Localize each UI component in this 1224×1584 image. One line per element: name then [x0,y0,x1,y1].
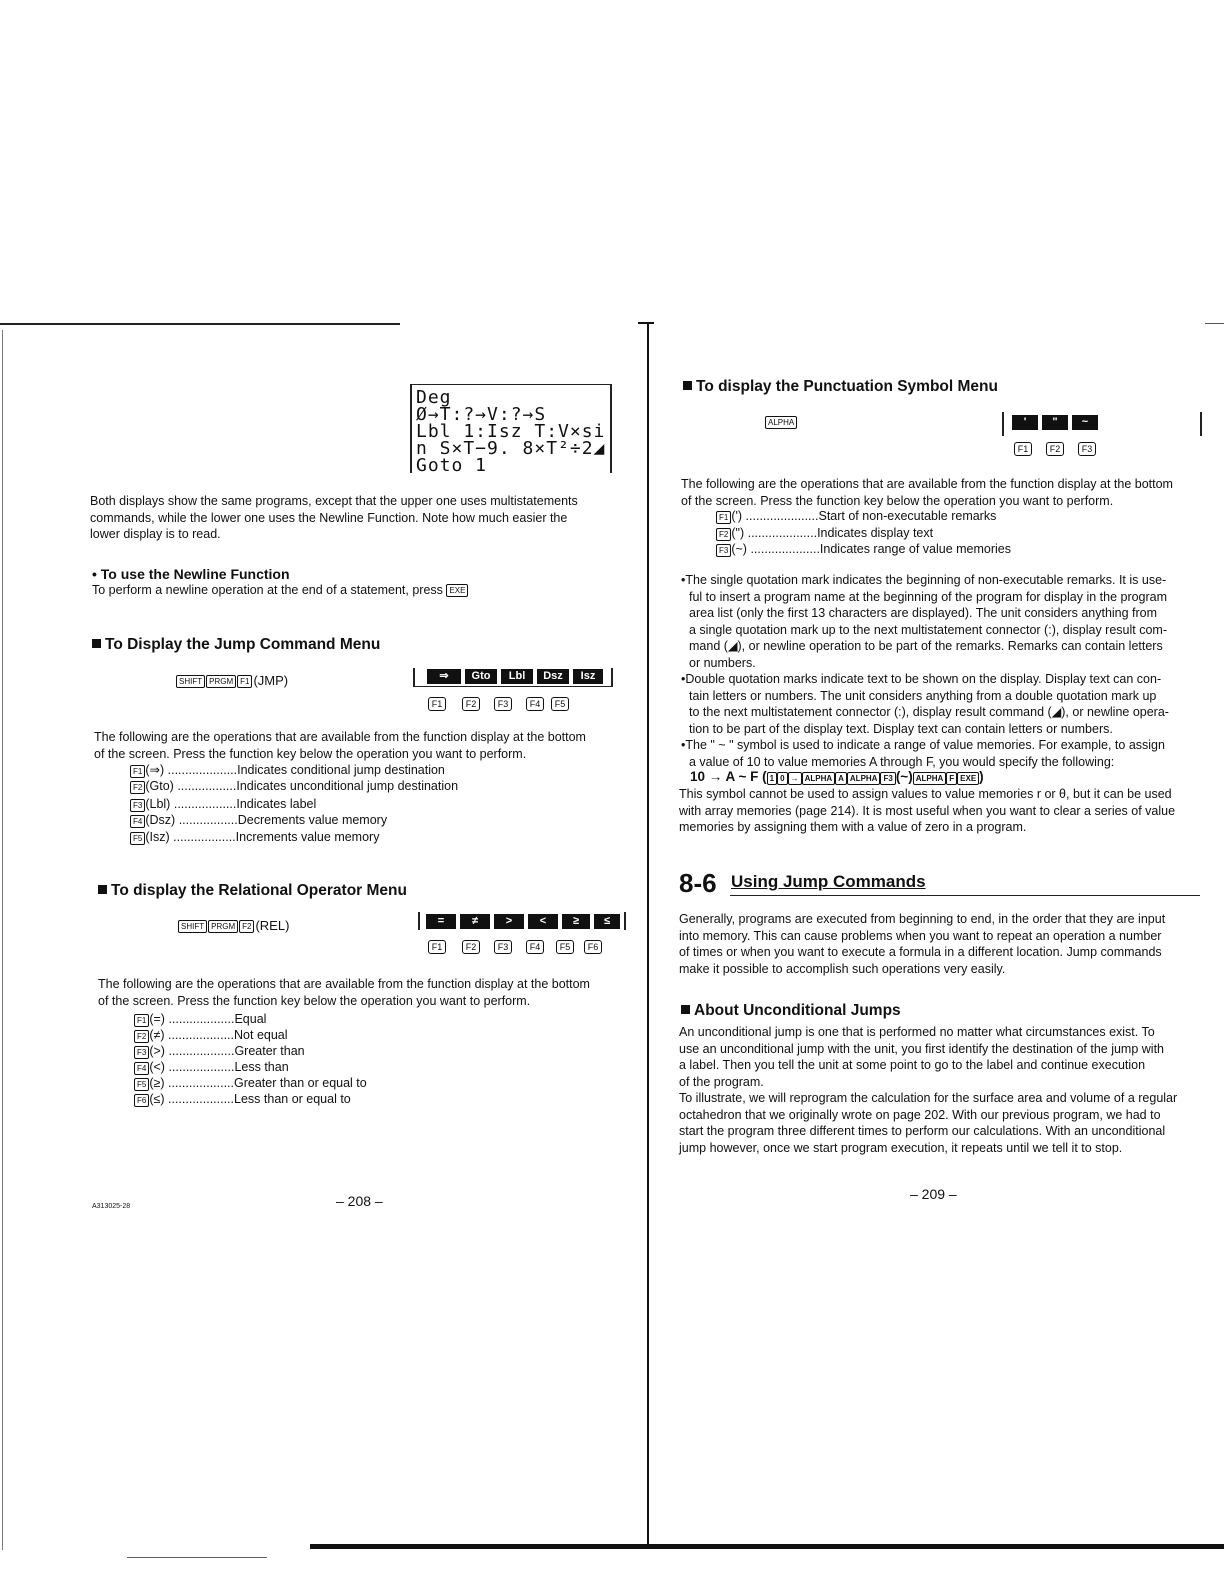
shift-key-icon: SHIFT [178,920,207,933]
rel-menu-less: < [528,914,558,929]
jump-label: (JMP) [253,673,289,688]
jump-item [130,812,387,828]
punct-desc-line: of the screen. Press the function key below the operation you want to perform. [681,493,1114,508]
jump-item [130,762,445,778]
prgm-key-icon: PRGM [208,920,238,933]
bullet-square-icon [92,639,101,648]
section-title: Using Jump Commands [731,872,926,891]
relational-menu-heading [98,882,407,900]
rel-item [134,1011,266,1027]
punct-bullet-double [681,671,1169,737]
item-text: Less than or equal to [234,1092,351,1106]
rel-menu-not-equal: ≠ [460,914,490,929]
bottom-rule [310,1544,1224,1549]
f6-key-icon: F6 [134,1094,149,1107]
intro-line: into memory. This can cause problems when you want to repeat an operation a number [679,928,1162,943]
book-spine [647,322,649,1548]
newline-text [92,582,469,599]
bullet-line: tion to be part of the display text. Display text can contain letters or numbers. [689,721,1113,736]
bullet-line: •Double quotation marks indicate text to be shown on the display. Display text can con- [681,672,1162,686]
bullet-line: area list (only the first 13 characters are displayed). The unit considers anything from [689,606,1158,620]
jump-item [130,796,316,812]
body-line: To illustrate, we will reprogram the calculation for the surface area and volume of a regular [679,1091,1178,1105]
item-text: Less than [234,1060,289,1074]
item-text: Indicates conditional jump destination [237,763,445,777]
exe-key-icon: EXE [957,772,979,785]
f1-key-icon: F1 [237,675,252,688]
top-rule-left [0,323,400,325]
body-line: use an unconditional jump with the unit, you first identify the destination of the jump with [679,1041,1165,1056]
rel-desc-line: of the screen. Press the function key below the operation you want to perform. [98,993,531,1008]
one-key-icon: 1 [767,772,777,785]
item-text: Indicates label [236,797,317,811]
rel-item [134,1059,289,1075]
rel-heading-text: To display the Relational Operator Menu [111,882,407,899]
punct-item [716,541,1011,557]
f3-key-icon: F3 [134,1046,149,1059]
rel-fkey-f4: F4 [526,940,544,954]
rel-item [134,1075,367,1091]
alpha-key-icon: ALPHA [765,416,797,429]
rel-label: (REL) [255,918,290,933]
punctuation-menu-heading [683,378,998,396]
uncond-heading-text: About Unconditional Jumps [694,1002,901,1019]
rel-menu-equal: = [426,914,456,929]
leader-dots: .................. [173,797,237,811]
item-text: Not equal [234,1028,288,1042]
punct-item [716,508,996,524]
newline-text-body: To perform a newline operation at the end of a statement, press [92,583,443,597]
bullet-line: mand (◢), or newline operation to be part of the remarks. Remarks can contain letters [689,639,1163,653]
item-symbol: (=) [149,1012,165,1026]
jump-heading-text: To Display the Jump Command Menu [105,636,381,653]
f2-key-icon: F2 [239,920,254,933]
f-key-icon: F [946,772,957,785]
punct-fkey-f1: F1 [1014,442,1032,456]
rel-fkey-f2: F2 [462,940,480,954]
punct-fkey-f2: F2 [1046,442,1064,456]
item-text: Greater than or equal to [234,1076,367,1090]
f3-key-icon: F3 [130,799,145,812]
exe-key-icon: EXE [446,584,468,597]
jump-key-sequence [176,673,288,688]
unconditional-jumps-body [679,1024,1177,1156]
punct-description [681,476,1173,509]
jump-item [130,778,458,794]
f3-key-icon: F3 [716,544,731,557]
example-prefix: 10 → A ~ F ( [690,769,767,784]
leader-dots: ................... [168,1092,235,1106]
jump-menu-isz: Isz [573,669,603,684]
leader-dots: ................. [177,779,237,793]
prgm-key-icon: PRGM [206,675,236,688]
rel-item [134,1043,305,1059]
unconditional-jumps-heading [681,1002,901,1020]
bullet-line: tain letters or numbers. The unit considers anything from a double quotation mark up [689,688,1157,703]
punct-bullet-tilde [681,737,1165,770]
item-symbol: (⇒) [145,763,165,777]
rel-description [98,976,590,1009]
a-key-icon: A [835,772,847,785]
leader-dots: ................... [168,1060,235,1074]
f5-key-icon: F5 [134,1078,149,1091]
body-line: of the program. [679,1074,764,1089]
bullet-square-icon [683,381,692,390]
item-text: Indicates display text [817,526,934,540]
bullet-line: or numbers. [689,655,756,670]
punct-desc-line: The following are the operations that are available from the function display at the bottom [681,477,1173,491]
item-symbol: (') [731,509,743,523]
page-number-left: – 208 – [336,1193,383,1209]
jump-fkey-f1: F1 [428,697,446,711]
rel-fkey-f3: F3 [494,940,512,954]
rel-menu-greater: > [494,914,524,929]
rel-key-sequence [178,918,289,933]
item-symbol: (Isz) [145,830,170,844]
punct-menu-single-quote: ' [1012,415,1038,430]
punct-menu-tilde: ~ [1072,415,1098,430]
tilde-example [690,769,984,785]
display-line-3: Lbl 1:Isz T:V×si [416,421,606,442]
display-line-5: Goto 1 [416,455,488,476]
item-symbol: (≠) [149,1028,165,1042]
punct-fkey-f3: F3 [1078,442,1096,456]
f4-key-icon: F4 [134,1062,149,1075]
rel-fkey-f1: F1 [428,940,446,954]
alpha-key-icon: ALPHA [847,772,881,785]
bullet-square-icon [681,1005,690,1014]
bullet-line: a single quotation mark up to the next multistatement connector (:), display result com- [689,622,1168,637]
jump-menu-lbl: Lbl [501,669,533,684]
f3-key-icon: F3 [880,772,895,785]
rel-menu-less-equal: ≤ [594,914,620,929]
item-symbol: (~) [731,542,747,556]
relational-menu-display [418,912,626,930]
f1-key-icon: F1 [130,765,145,778]
body-line: An unconditional jump is one that is performed no matter what circumstances exist. To [679,1025,1155,1039]
jump-menu-gto: Gto [465,669,497,684]
f2-key-icon: F2 [130,781,145,794]
spine-tick [638,322,654,324]
alpha-key-icon: ALPHA [913,772,947,785]
bullet-line: a value of 10 to value memories A through F, you would specify the following: [689,754,1115,769]
item-text: Greater than [234,1044,305,1058]
display-line-1: Deg [416,387,452,408]
item-text: Start of non-executable remarks [818,509,997,523]
leader-dots: .................... [750,542,820,556]
rel-fkey-f5: F5 [556,940,574,954]
item-symbol: (≥) [149,1076,165,1090]
bullet-line: to the next multistatement connector (:), display result command (◢), or newline opera- [689,705,1169,719]
rel-item [134,1027,288,1043]
rel-item [134,1091,351,1107]
leader-dots: ..................... [745,509,819,523]
section-intro [679,911,1165,977]
shift-key-icon: SHIFT [176,675,205,688]
item-text: Decrements value memory [237,813,388,827]
item-symbol: (Dsz) [145,813,176,827]
alpha-key-sequence [765,414,798,429]
body-line: a label. Then you tell the unit at some point to go to the label and continue execution [679,1058,1146,1072]
intro-line: make it possible to accomplish such operations very easily. [679,961,1006,976]
item-symbol: (Gto) [145,779,174,793]
jump-fkey-f4: F4 [526,697,544,711]
jump-desc-line: of the screen. Press the function key below the operation you want to perform. [94,746,527,761]
arrow-key-icon: → [788,772,802,785]
jump-desc-line: The following are the operations that are available from the function display at the bottom [94,730,586,744]
leader-dots: ................... [168,1076,235,1090]
punctuation-menu-display [1002,412,1202,436]
bottom-blue-rule [127,1557,267,1558]
jump-fkey-f5: F5 [551,697,569,711]
rel-fkey-f6: F6 [584,940,602,954]
alpha-key-icon: ALPHA [802,772,836,785]
jump-menu-heading [92,636,380,654]
intro-line: Both displays show the same programs, except that the upper one uses multistatements [90,494,578,508]
print-code: A313025-28 [92,1203,131,1210]
newline-heading: • To use the Newline Function [92,566,290,582]
jump-menu-arrow: ⇒ [427,669,461,684]
body-line: octahedron that we originally wrote on page 202. With our previous program, we had to [679,1107,1161,1122]
bullet-square-icon [98,885,107,894]
leader-dots: .................... [747,526,818,540]
jump-fkey-f2: F2 [462,697,480,711]
leader-dots: ................... [168,1012,235,1026]
jump-fkey-f3: F3 [494,697,512,711]
bullet-line: •The " ~ " symbol is used to indicate a range of value memories. For example, to assign [681,738,1165,752]
leader-dots: ................... [168,1044,235,1058]
display-line-2: Ø→T:?→V:?→S [416,404,547,425]
intro-line: commands, while the lower one uses the Newline Function. Note how much easier the [90,510,568,525]
item-symbol: (>) [149,1044,165,1058]
punct-bullet-single [681,572,1167,671]
item-text: Equal [234,1012,267,1026]
item-text: Indicates unconditional jump destination [236,779,459,793]
jump-menu-dsz: Dsz [537,669,569,684]
jump-menu-display [413,668,613,687]
f5-key-icon: F5 [130,832,145,845]
f1-key-icon: F1 [134,1014,149,1027]
top-rule-right [1205,323,1224,324]
section-number: 8-6 [679,868,717,898]
item-symbol: (≤) [149,1092,165,1106]
f2-key-icon: F2 [716,528,731,541]
item-symbol: (") [731,526,745,540]
punct-heading-text: To display the Punctuation Symbol Menu [696,378,998,395]
leader-dots: .................... [167,763,238,777]
punct-item [716,525,933,541]
leader-dots: ................... [168,1028,235,1042]
leader-dots: .................. [173,830,236,844]
tilde-note [679,786,1175,836]
note-line: This symbol cannot be used to assign values to value memories r or θ, but it can be used [679,787,1172,801]
display-line-4: n S×T−9. 8×T²÷2◢ [416,438,606,459]
example-suffix: ) [979,769,984,784]
body-line: start the program three different times to perform our calculations. With an unconditional [679,1124,1166,1138]
f1-key-icon: F1 [716,511,731,524]
note-line: memories by assigning them with a value of zero in a program. [679,820,1027,834]
page-number-right: – 209 – [910,1186,957,1202]
example-mid: (~) [895,769,913,784]
bullet-line: •The single quotation mark indicates the beginning of non-executable remarks. It is use- [681,573,1167,587]
item-text: Increments value memory [235,830,380,844]
intro-line: lower display is to read. [90,527,221,541]
f4-key-icon: F4 [130,815,145,828]
leader-dots: ................. [178,813,238,827]
zero-key-icon: 0 [777,772,787,785]
section-rule [730,895,1200,896]
intro-line: of times or when you want to execute a formula in a different location. Jump commands [679,945,1162,959]
bullet-line: ful to insert a program name at the beginning of the program for display in the program [689,589,1168,604]
left-edge-rule [2,330,3,1550]
intro-paragraph [90,493,578,543]
intro-line: Generally, programs are executed from beginning to end, in the order that they are input [679,912,1166,926]
note-line: with array memories (page 214). It is most useful when you want to clear a series of value [679,803,1176,818]
rel-menu-greater-equal: ≥ [562,914,590,929]
f2-key-icon: F2 [134,1030,149,1043]
body-line: jump however, once we start program execution, it repeats until we tell it to stop. [679,1140,1123,1155]
rel-desc-line: The following are the operations that are available from the function display at the bottom [98,977,590,991]
jump-description [94,729,586,762]
item-symbol: (<) [149,1060,165,1074]
punct-menu-double-quote: " [1042,415,1068,430]
item-symbol: (Lbl) [145,797,171,811]
jump-item [130,829,379,845]
item-text: Indicates range of value memories [819,542,1011,556]
